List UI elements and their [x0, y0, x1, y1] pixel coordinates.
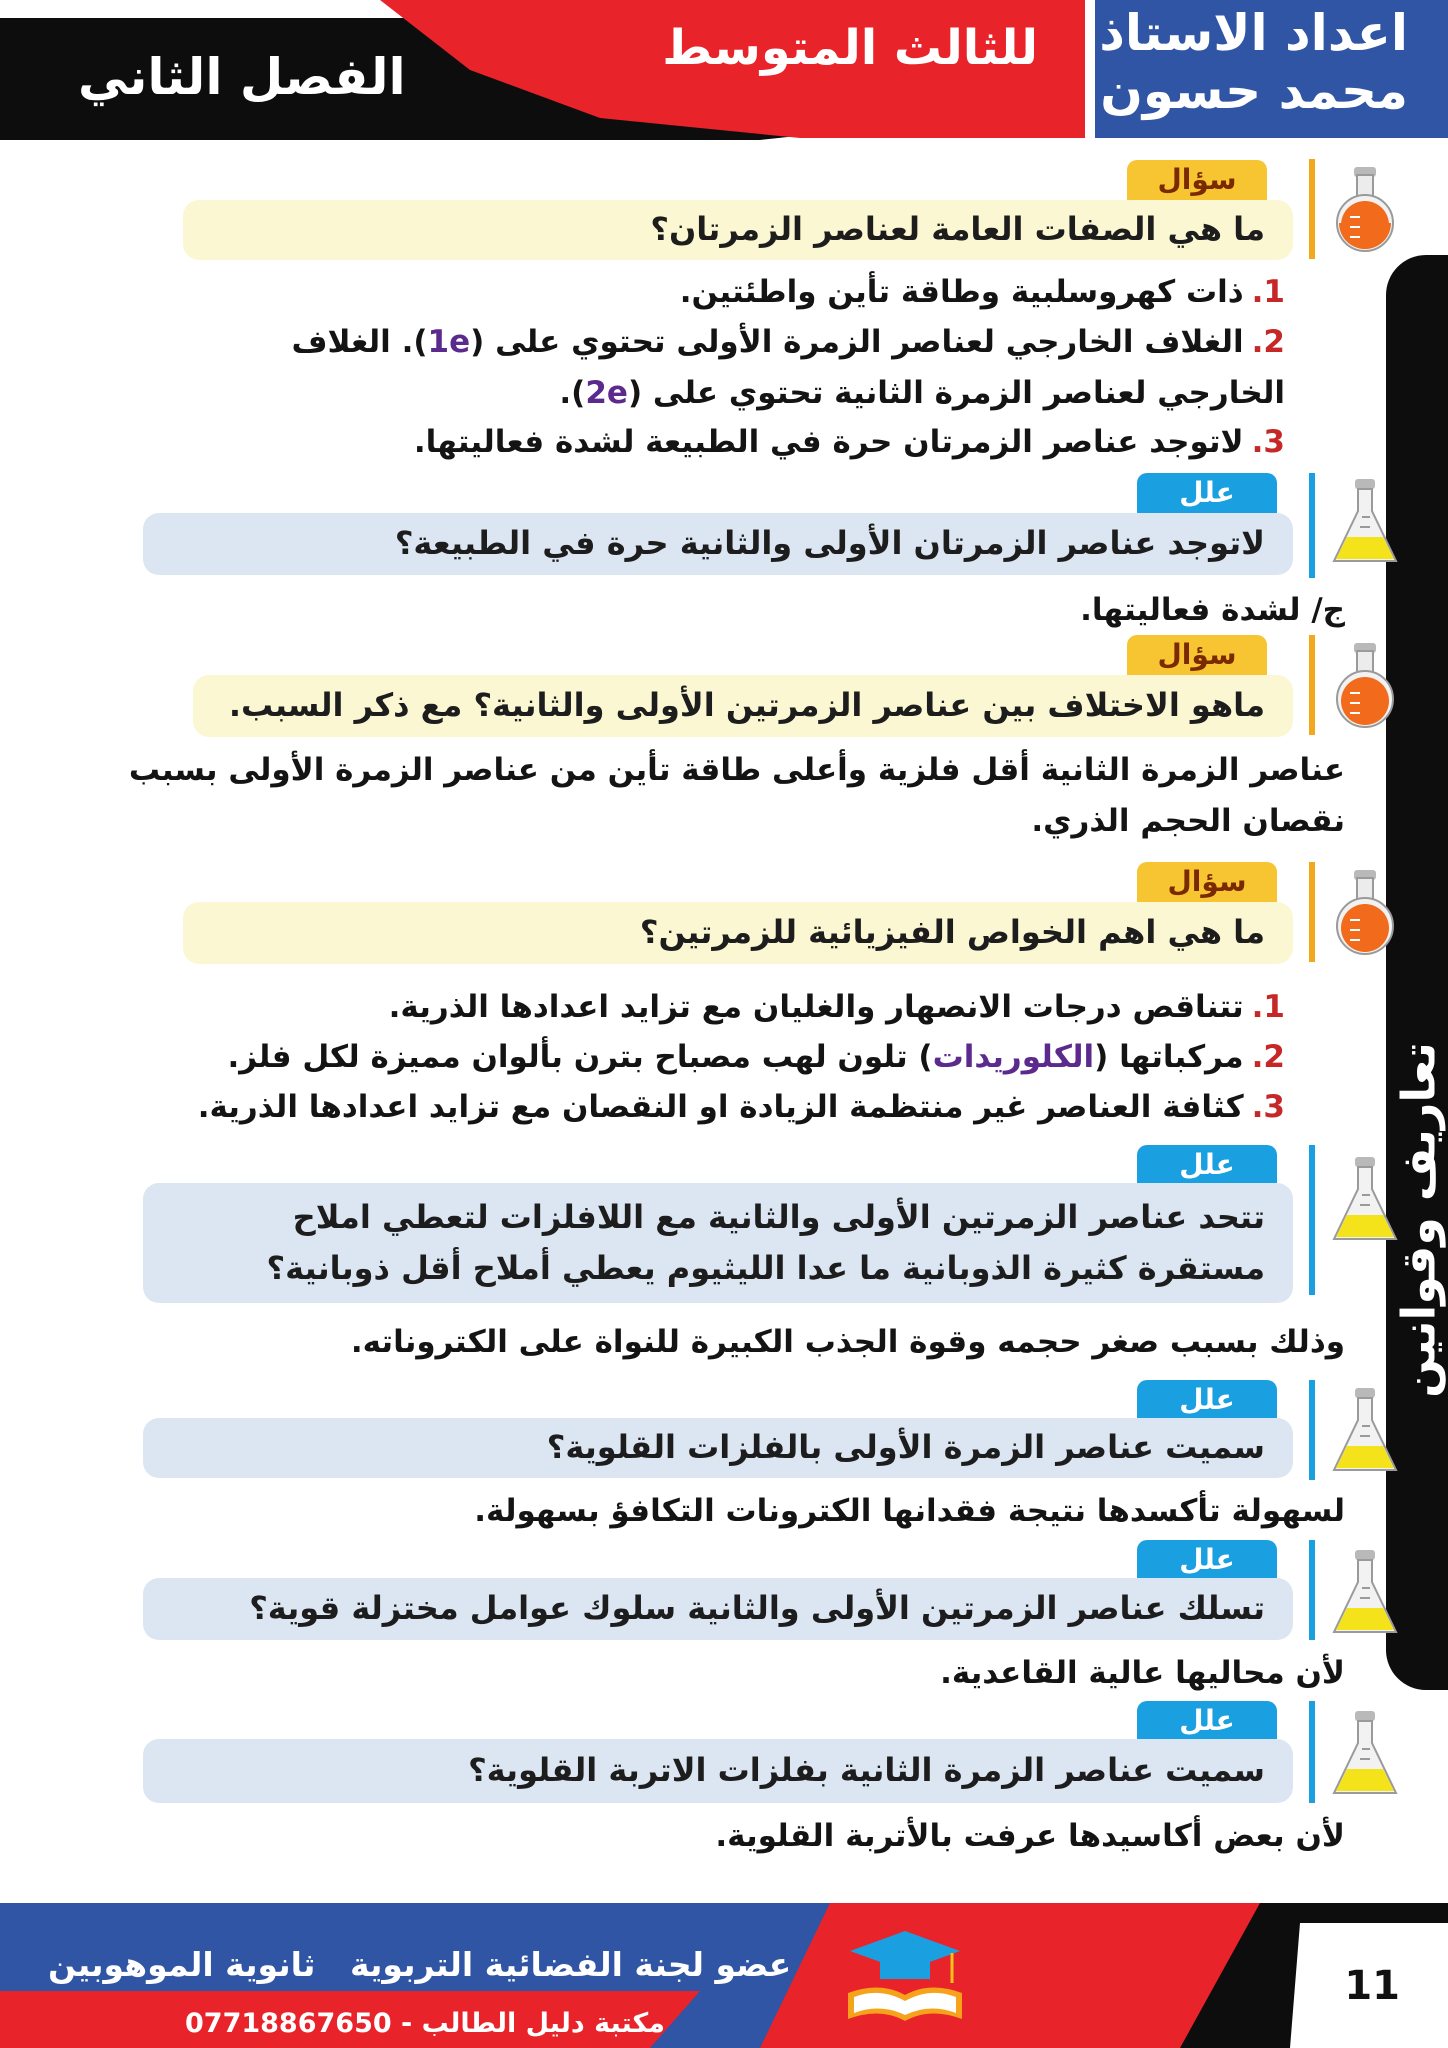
- side-banner-text: تعاريف وقوانين: [1391, 1042, 1446, 1398]
- answer-number: 2.: [1251, 1039, 1285, 1075]
- answer-item-3: [198, 1082, 1285, 1133]
- explain-answer: ج/ لشدة فعاليتها.: [1080, 592, 1345, 628]
- round-flask-icon: [1330, 165, 1400, 255]
- explain-block-5: [100, 1701, 1345, 1861]
- explain-tag: علل: [1137, 1701, 1277, 1741]
- answer-text: تتناقص درجات الانصهار والغليان مع تزايد اعدادها الذرية.: [388, 989, 1244, 1025]
- explain-tag: علل: [1137, 473, 1277, 513]
- explain-block-2: [100, 1145, 1345, 1365]
- explain-tag: علل: [1137, 1380, 1277, 1420]
- answer-item-3: [414, 417, 1285, 468]
- question-block-1: [100, 155, 1315, 460]
- chem-term: الكلوريدات: [932, 1039, 1095, 1075]
- question-block-2: [100, 633, 1345, 843]
- answer-item-2: [225, 317, 1285, 419]
- explain-answer: لسهولة تأكسدها نتيجة فقدانها الكترونات التكافؤ بسهولة.: [474, 1493, 1345, 1529]
- question-text: ماهو الاختلاف بين عناصر الزمرتين الأولى والثانية؟ مع ذكر السبب.: [193, 675, 1293, 737]
- chem-term: 1e: [427, 324, 471, 360]
- page-footer: [0, 1903, 1448, 2048]
- answer-item-1: [680, 267, 1285, 318]
- explain-question: سميت عناصر الزمرة الثانية بفلزات الاتربة القلوية؟: [143, 1739, 1293, 1803]
- question-tag: سؤال: [1127, 160, 1267, 200]
- page-header: [0, 0, 1448, 145]
- answer-text: ).: [559, 375, 586, 412]
- question-block-3: [100, 860, 1315, 1130]
- explain-block-1: [100, 473, 1345, 628]
- answer-item-1: [389, 982, 1285, 1033]
- answer-text: مركباتها (: [1094, 1039, 1244, 1075]
- answer-number: 2.: [1251, 324, 1285, 360]
- explain-answer: وذلك بسبب صغر حجمه وقوة الجذب الكبيرة للنواة على الكتروناته.: [350, 1324, 1345, 1360]
- question-text: ما هي اهم الخواص الفيزيائية للزمرتين؟: [183, 902, 1293, 964]
- conical-flask-icon: [1330, 1709, 1400, 1799]
- explain-tag: علل: [1137, 1145, 1277, 1185]
- question-tag: سؤال: [1137, 862, 1277, 902]
- answer-number: 1.: [1251, 274, 1285, 310]
- answer-number: 3.: [1251, 424, 1285, 460]
- conical-flask-icon: [1330, 477, 1400, 567]
- chem-term: 2e: [585, 375, 628, 412]
- round-flask-icon: [1330, 641, 1400, 731]
- answer-text: كثافة العناصر غير منتظمة الزيادة او النقصان مع تزايد اعدادها الذرية.: [197, 1089, 1244, 1125]
- answer-text: ) تلون لهب مصباح بترن بألوان مميزة لكل فلز.: [227, 1039, 933, 1075]
- conical-flask-icon: [1330, 1155, 1400, 1245]
- answer-number: 1.: [1251, 989, 1285, 1025]
- author-line-1: اعداد الاستاذ: [1099, 4, 1408, 62]
- answer-text: لاتوجد عناصر الزمرتان حرة في الطبيعة لشدة فعاليتها.: [413, 424, 1244, 460]
- explain-block-3: [100, 1380, 1345, 1535]
- conical-flask-icon: [1330, 1386, 1400, 1476]
- question-text: ما هي الصفات العامة لعناصر الزمرتان؟: [183, 200, 1293, 260]
- footer-library: مكتبة دليل الطالب - 07718867650: [185, 2008, 665, 2039]
- footer-member: عضو لجنة الفضائية التربوية: [350, 1945, 792, 1984]
- explain-question: سميت عناصر الزمرة الأولى بالفلزات القلوية؟: [143, 1418, 1293, 1478]
- book-graduation-cap-icon: [840, 1923, 970, 2033]
- question-tag: سؤال: [1127, 635, 1267, 675]
- answer-text: ). الغلاف الخارجي لعناصر الزمرة الثانية تحتوي على (: [291, 324, 1285, 412]
- explain-block-4: [100, 1540, 1345, 1695]
- explain-question: تتحد عناصر الزمرتين الأولى والثانية مع اللافلزات لتعطي املاح مستقرة كثيرة الذوبانية ما عدا الليثيوم يعطي أملاح أقل ذوبانية؟: [143, 1183, 1293, 1303]
- answer-number: 3.: [1251, 1089, 1285, 1125]
- semester-title: الفصل الثاني: [78, 48, 406, 106]
- explain-answer: لأن بعض أكاسيدها عرفت بالأتربة القلوية.: [715, 1818, 1345, 1854]
- footer-school: ثانوية الموهوبين: [48, 1945, 316, 1984]
- question-answer: عناصر الزمرة الثانية أقل فلزية وأعلى طاقة تأين من عناصر الزمرة الأولى بسبب نقصان الحجم الذري.: [128, 752, 1345, 840]
- explain-answer: لأن محاليها عالية القاعدية.: [940, 1655, 1345, 1691]
- page-number: 11: [1344, 1963, 1400, 2009]
- answer-item-2: [228, 1032, 1285, 1083]
- round-flask-icon: [1330, 868, 1400, 958]
- explain-tag: علل: [1137, 1540, 1277, 1580]
- explain-question: تسلك عناصر الزمرتين الأولى والثانية سلوك عوامل مختزلة قوية؟: [143, 1578, 1293, 1640]
- explain-question: لاتوجد عناصر الزمرتان الأولى والثانية حرة في الطبيعة؟: [143, 513, 1293, 575]
- conical-flask-icon: [1330, 1548, 1400, 1638]
- author-line-2: محمد حسون: [1100, 62, 1408, 120]
- answer-text: ذات كهروسلبية وطاقة تأين واطئتين.: [679, 274, 1244, 310]
- grade-title: للثالث المتوسط: [662, 20, 1038, 76]
- answer-text: الغلاف الخارجي لعناصر الزمرة الأولى تحتوي على (: [470, 324, 1244, 360]
